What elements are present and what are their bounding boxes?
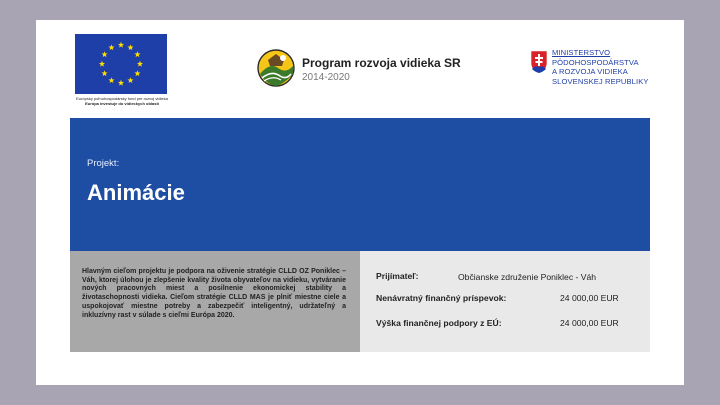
- eu-star-icon: [134, 51, 140, 57]
- grant-row: [376, 293, 619, 303]
- eu-support-label: Výška finančnej podpory z EÚ:: [376, 318, 502, 328]
- eu-star-icon: [134, 70, 140, 76]
- recipient-label: Prijímateľ:: [376, 271, 419, 281]
- slovak-coat-of-arms-icon: [530, 50, 548, 74]
- eu-star-icon: [102, 51, 108, 57]
- ministry-logo-block: [530, 48, 680, 92]
- project-banner: [70, 118, 650, 251]
- recipient-value: Občianske združenie Poniklec - Váh: [458, 272, 597, 282]
- project-description: Hlavným cieľom projektu je podpora na oživenie stratégie CLLD OZ Poniklec – Váh, ktorej úlohou je zlepšenie kvality života obyvateľov na vidieku, vytváranie nových pracovných miest a posilnenie ekonomickej stability a životaschopnosti vidieka. Cieľom stratégie CLLD MAS je plniť miestne ciele a uspokojovať miestne potreby a zabezpečiť inteligentný, udržateľný a inkluzívny rast v súlade s cieľmi Európa 2020.: [82, 268, 346, 319]
- eu-star-icon: [108, 77, 114, 83]
- eu-stars-icon: [75, 34, 167, 94]
- grant-label: Nenávratný finančný príspevok:: [376, 293, 507, 303]
- eu-star-icon: [127, 44, 133, 50]
- ministry-line-3: A ROZVOJA VIDIEKA: [552, 67, 628, 76]
- project-label: Projekt:: [87, 158, 120, 169]
- recipient-row: [376, 271, 597, 282]
- eu-star-icon: [118, 80, 124, 86]
- eu-star-icon: [108, 44, 114, 50]
- description-box: [70, 251, 360, 352]
- program-years: 2014-2020: [302, 72, 350, 83]
- poster-sheet: [36, 20, 684, 385]
- eu-support-value: 24 000,00 EUR: [560, 318, 619, 328]
- eu-caption-line2: Európa investuje do vidieckych oblastí: [85, 101, 159, 106]
- eu-caption: [74, 96, 170, 106]
- ministry-name: [552, 48, 649, 86]
- eu-flag-icon: [75, 34, 167, 94]
- ministry-line-1: MINISTERSTVO: [552, 48, 611, 57]
- eu-support-row: [376, 318, 619, 328]
- eu-star-icon: [137, 61, 143, 67]
- grant-value: 24 000,00 EUR: [560, 293, 619, 303]
- ministry-line-4: SLOVENSKEJ REPUBLIKY: [552, 76, 649, 86]
- funding-info-box: [360, 251, 650, 352]
- ministry-line-2: PÔDOHOSPODÁRSTVA: [552, 57, 639, 67]
- eu-logo-block: [74, 34, 170, 106]
- eu-star-icon: [102, 70, 108, 76]
- program-logo-block: [256, 48, 486, 86]
- eu-star-icon: [118, 42, 124, 48]
- project-name: Animácie: [87, 180, 185, 205]
- eu-star-icon: [99, 61, 105, 67]
- program-title: Program rozvoja vidieka SR: [302, 56, 461, 70]
- program-rural-logo-icon: [256, 48, 296, 88]
- eu-star-icon: [127, 77, 133, 83]
- eu-caption-line1: Európsky poľnohospodársky fond pre rozvoj vidieka: [76, 96, 168, 101]
